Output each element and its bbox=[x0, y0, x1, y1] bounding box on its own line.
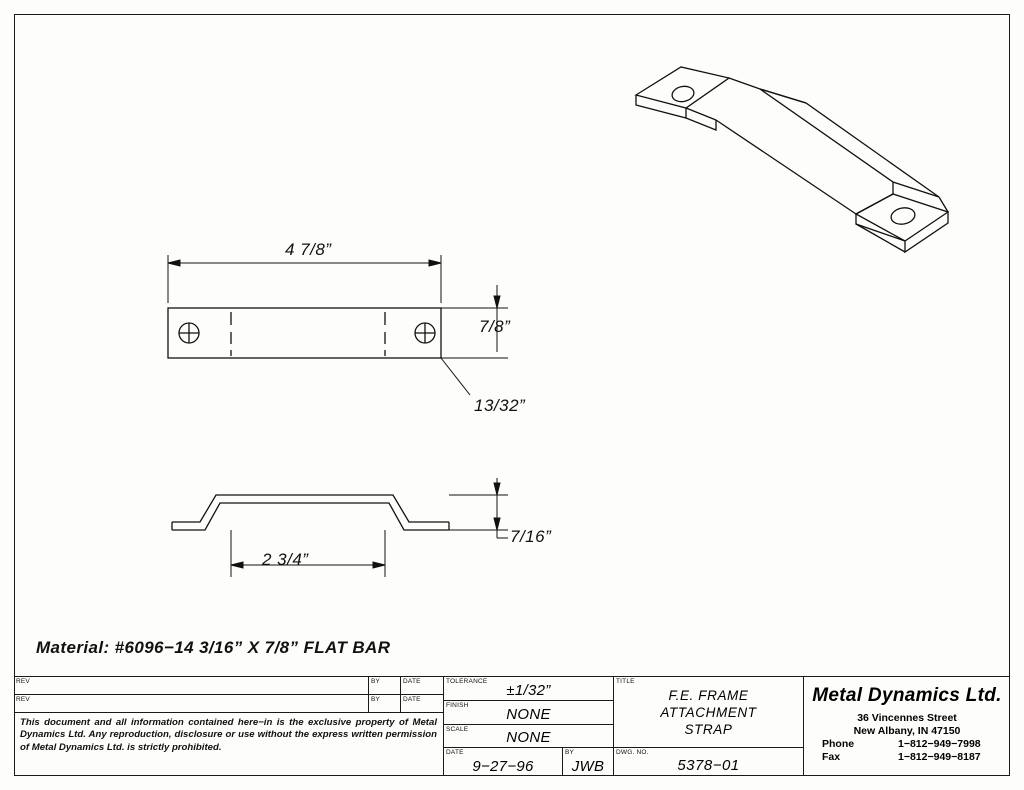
date-row bbox=[444, 748, 613, 776]
dim-height-label: 7/8” bbox=[479, 317, 511, 336]
dim-hole-offset bbox=[441, 358, 470, 395]
fax-label: Fax bbox=[822, 751, 841, 763]
date-cell bbox=[444, 748, 563, 776]
revision-cell bbox=[14, 677, 369, 694]
drawing-title-line-3: STRAP bbox=[684, 721, 733, 737]
company-street: 36 Vincennes Street bbox=[857, 712, 957, 724]
isometric-view bbox=[636, 67, 948, 252]
drawing-number-area bbox=[614, 748, 803, 776]
revision-by-cell bbox=[369, 695, 401, 712]
revision-by-cell bbox=[369, 677, 401, 694]
drawing-title-line-2: ATTACHMENT bbox=[660, 704, 757, 720]
rev-by-label: BY bbox=[371, 696, 381, 703]
drawn-by-cell bbox=[563, 748, 613, 776]
title-label: TITLE bbox=[616, 678, 635, 685]
legal-notice: This document and all information contained here−in is the exclusive property of Metal Dynamics Ltd. Any reproduction, disclosure or use without the express written permission of Metal Dynamics Ltd. is strictly prohibited. bbox=[20, 717, 437, 753]
dim-offset-depth-label: 7/16” bbox=[510, 527, 552, 546]
fax-value: 1−812−949−8187 bbox=[898, 751, 981, 763]
scale-value: NONE bbox=[506, 729, 551, 747]
drawing-title-line-1: F.E. FRAME bbox=[668, 687, 749, 703]
plan-view bbox=[168, 308, 441, 358]
dim-overall-length-label: 4 7/8” bbox=[285, 240, 332, 259]
finish-label: FINISH bbox=[446, 701, 469, 709]
revision-row bbox=[14, 695, 443, 713]
scale-row bbox=[444, 725, 613, 749]
material-note: Material: #6096−14 3/16” X 7/8” FLAT BAR bbox=[36, 638, 391, 657]
revision-date-cell bbox=[401, 695, 443, 712]
scale-label: SCALE bbox=[446, 725, 469, 733]
dim-offset-depth bbox=[449, 478, 508, 538]
title-column bbox=[614, 677, 804, 776]
phone-value: 1−812−949−7998 bbox=[898, 738, 981, 750]
company-name: Metal Dynamics Ltd. bbox=[812, 685, 1002, 706]
dim-hole-offset-label: 13/32” bbox=[474, 396, 526, 415]
revision-cell bbox=[14, 695, 369, 712]
date-value: 9−27−96 bbox=[472, 758, 534, 776]
tolerance-row bbox=[444, 677, 613, 701]
drawing-title-area bbox=[614, 677, 803, 748]
rev-date-label: DATE bbox=[403, 678, 421, 685]
tolerance-value: ±1/32” bbox=[506, 681, 551, 699]
rev-label: REV bbox=[16, 678, 30, 685]
rev-date-label: DATE bbox=[403, 696, 421, 703]
company-city-state-zip: New Albany, IN 47150 bbox=[853, 724, 961, 737]
revision-date-cell bbox=[401, 677, 443, 694]
date-label: DATE bbox=[446, 749, 464, 757]
revision-row bbox=[14, 677, 443, 695]
revision-and-legal-column bbox=[14, 677, 444, 776]
profile-view bbox=[172, 495, 449, 530]
drawn-by-label: BY bbox=[565, 749, 575, 757]
drawing-number-value: 5378−01 bbox=[677, 757, 740, 774]
drawn-by-value: JWB bbox=[571, 758, 605, 776]
rev-by-label: BY bbox=[371, 678, 381, 685]
company-column bbox=[804, 677, 1010, 776]
dim-overall-length bbox=[168, 255, 441, 303]
finish-row bbox=[444, 701, 613, 725]
title-block bbox=[14, 676, 1010, 776]
company-contact-grid bbox=[804, 738, 1010, 764]
phone-label: Phone bbox=[822, 738, 855, 750]
rev-label: REV bbox=[16, 696, 30, 703]
drawing-number-label: DWG. NO. bbox=[616, 749, 649, 756]
dim-center-span-label: 2 3/4” bbox=[262, 550, 309, 569]
finish-value: NONE bbox=[506, 705, 551, 723]
specifications-column bbox=[444, 677, 614, 776]
tolerance-label: TOLERANCE bbox=[446, 678, 488, 685]
